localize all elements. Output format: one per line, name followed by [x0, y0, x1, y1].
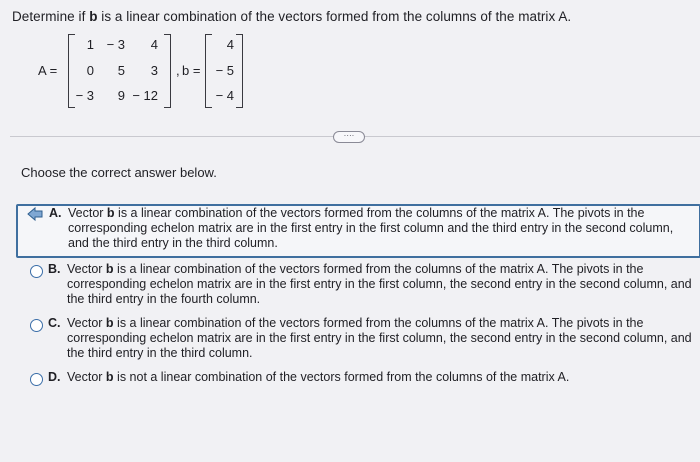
option-text: [67, 370, 692, 385]
answer-option-d[interactable]: [17, 370, 697, 388]
matrix-a-cell: − 12: [132, 88, 158, 103]
matrix-a-label: A =: [38, 63, 58, 78]
option-letter: B.: [48, 262, 61, 276]
option-vector-b: b: [106, 206, 115, 220]
matrix-a-cell: 1: [86, 37, 94, 52]
question-text: [12, 9, 571, 24]
option-text: [68, 206, 693, 251]
option-letter: D.: [48, 370, 61, 384]
option-lead: Vector: [67, 316, 106, 330]
answer-option-b[interactable]: [17, 262, 697, 308]
vector-b-right-bracket: [236, 34, 243, 108]
option-lead: Vector: [67, 370, 106, 384]
matrix-a-cell: 0: [86, 63, 94, 78]
option-lead: Vector: [67, 262, 106, 276]
matrix-separator: ,: [176, 63, 180, 78]
question-vector-b: b: [89, 9, 98, 24]
vector-b-label: b =: [182, 63, 201, 78]
matrix-equation: [30, 30, 290, 110]
matrix-a-cell: 9: [117, 88, 125, 103]
question-prefix: Determine if: [12, 9, 90, 24]
pointer-arrow-icon: [26, 206, 44, 222]
option-lead: Vector: [68, 206, 107, 220]
matrix-a-cell: 3: [150, 63, 158, 78]
matrix-a-cell: 4: [150, 37, 158, 52]
vector-b-entry: − 5: [215, 63, 234, 78]
option-letter: C.: [48, 316, 61, 330]
radio-button-icon[interactable]: [30, 373, 43, 386]
option-vector-b: b: [105, 262, 114, 276]
question-suffix: is a linear combination of the vectors formed from the columns of the matrix A.: [97, 9, 572, 24]
radio-button-icon[interactable]: [30, 265, 43, 278]
matrix-a-cell: 5: [117, 63, 125, 78]
show-more-button[interactable]: ····: [333, 131, 365, 143]
option-body: is a linear combination of the vectors formed from the columns of the matrix A. The pivots in the corresponding echelon matrix are in the first entry in the first column, the second entry in the second column, and the third entry in the third column.: [67, 316, 692, 360]
radio-button-icon[interactable]: [30, 319, 43, 332]
option-letter: A.: [49, 206, 62, 220]
vector-b-entry: 4: [226, 37, 234, 52]
answer-prompt: Choose the correct answer below.: [21, 165, 217, 180]
option-body: is not a linear combination of the vectors formed from the columns of the matrix A.: [113, 370, 570, 384]
matrix-a-right-bracket: [164, 34, 171, 108]
answer-option-a[interactable]: [16, 204, 700, 258]
option-vector-b: b: [105, 370, 114, 384]
answer-option-c[interactable]: [17, 316, 697, 362]
vector-b-entry: − 4: [215, 88, 234, 103]
option-vector-b: b: [105, 316, 114, 330]
option-text: [67, 316, 692, 361]
option-body: is a linear combination of the vectors formed from the columns of the matrix A. The pivots in the corresponding echelon matrix are in the first entry in the first column and the third entry in the second column, and the third entry in the third column.: [68, 206, 674, 250]
option-text: [67, 262, 692, 307]
option-body: is a linear combination of the vectors formed from the columns of the matrix A. The pivots in the corresponding echelon matrix are in the first entry in the first column, the second entry in the second column, and the third entry in the fourth column.: [67, 262, 692, 306]
matrix-a-cell: − 3: [106, 37, 125, 52]
matrix-a-cell: − 3: [75, 88, 94, 103]
